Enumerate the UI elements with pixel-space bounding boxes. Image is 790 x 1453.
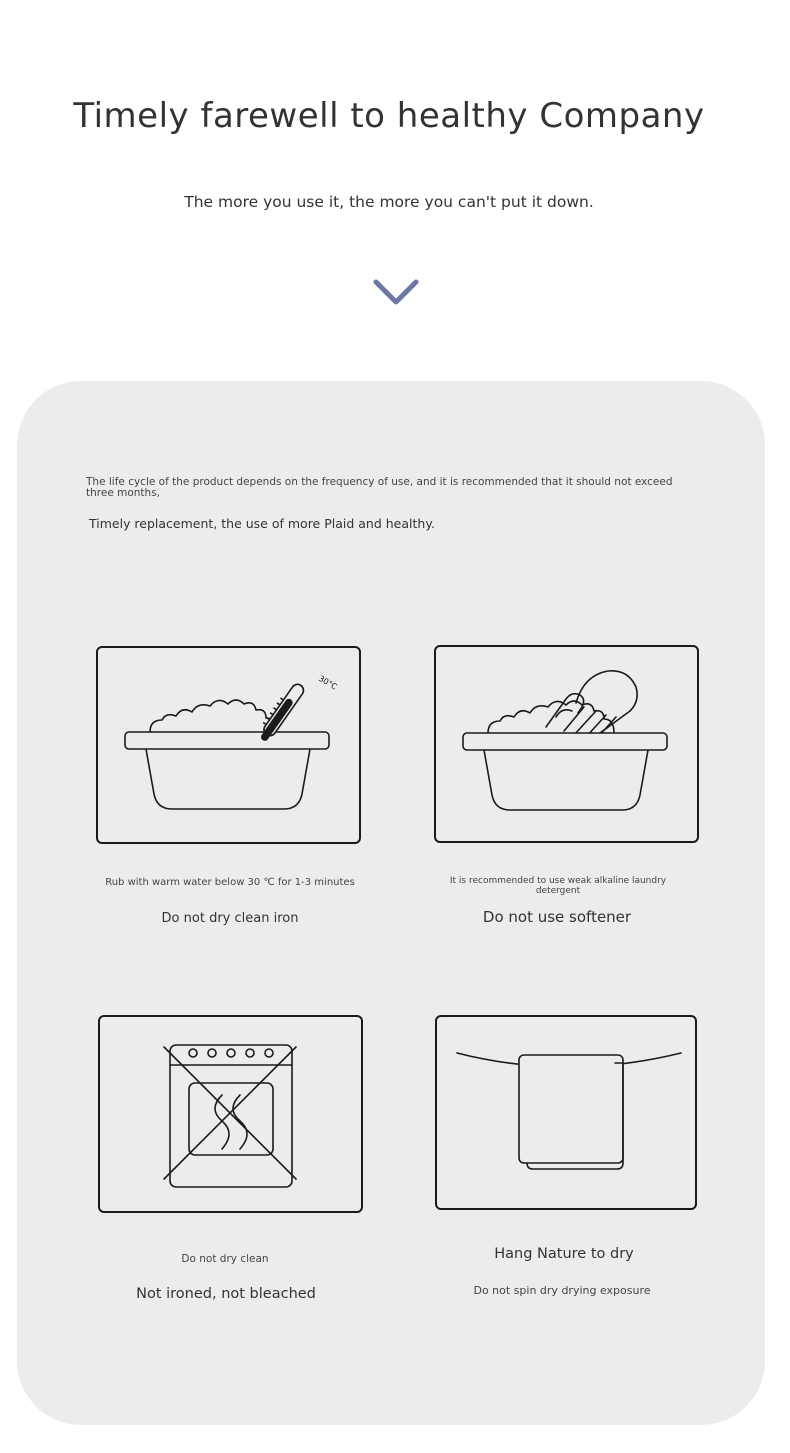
care-instructions-panel <box>17 381 765 1425</box>
page-subtitle: The more you use it, the more you can't put it down. <box>184 193 594 211</box>
page-title: Timely farewell to healthy Company <box>73 96 705 136</box>
thermometer-label: 30°C <box>317 673 339 692</box>
care-card-no-tumble-dry <box>98 1015 363 1213</box>
card-1-detail: Rub with warm water below 30 ℃ for 1-3 minutes <box>105 877 355 888</box>
replacement-note: Timely replacement, the use of more Plaid and healthy. <box>89 516 435 531</box>
card-4-caption: Hang Nature to dry <box>494 1246 634 1262</box>
care-card-line-dry <box>435 1015 697 1210</box>
care-card-hand-wash-temperature <box>96 646 361 844</box>
chevron-down-icon[interactable] <box>372 278 420 308</box>
card-4-detail: Do not spin dry drying exposure <box>473 1284 651 1297</box>
card-2-caption: Do not use softener <box>482 908 632 926</box>
card-3-detail: Do not dry clean <box>181 1253 269 1265</box>
care-card-hand-wash <box>434 645 699 843</box>
card-2-detail: It is recommended to use weak alkaline laundry detergent <box>449 876 667 896</box>
line-dry-icon <box>437 1017 695 1208</box>
no-tumble-dry-icon <box>100 1017 361 1211</box>
hand-wash-basin-thermometer-icon <box>98 648 359 842</box>
lifecycle-note: The life cycle of the product depends on the frequency of use, and it is recommended that it should not exceed three months, <box>86 476 673 499</box>
card-3-caption: Not ironed, not bleached <box>136 1286 316 1302</box>
hand-wash-basin-icon <box>436 647 697 841</box>
card-1-caption: Do not dry clean iron <box>161 911 299 926</box>
